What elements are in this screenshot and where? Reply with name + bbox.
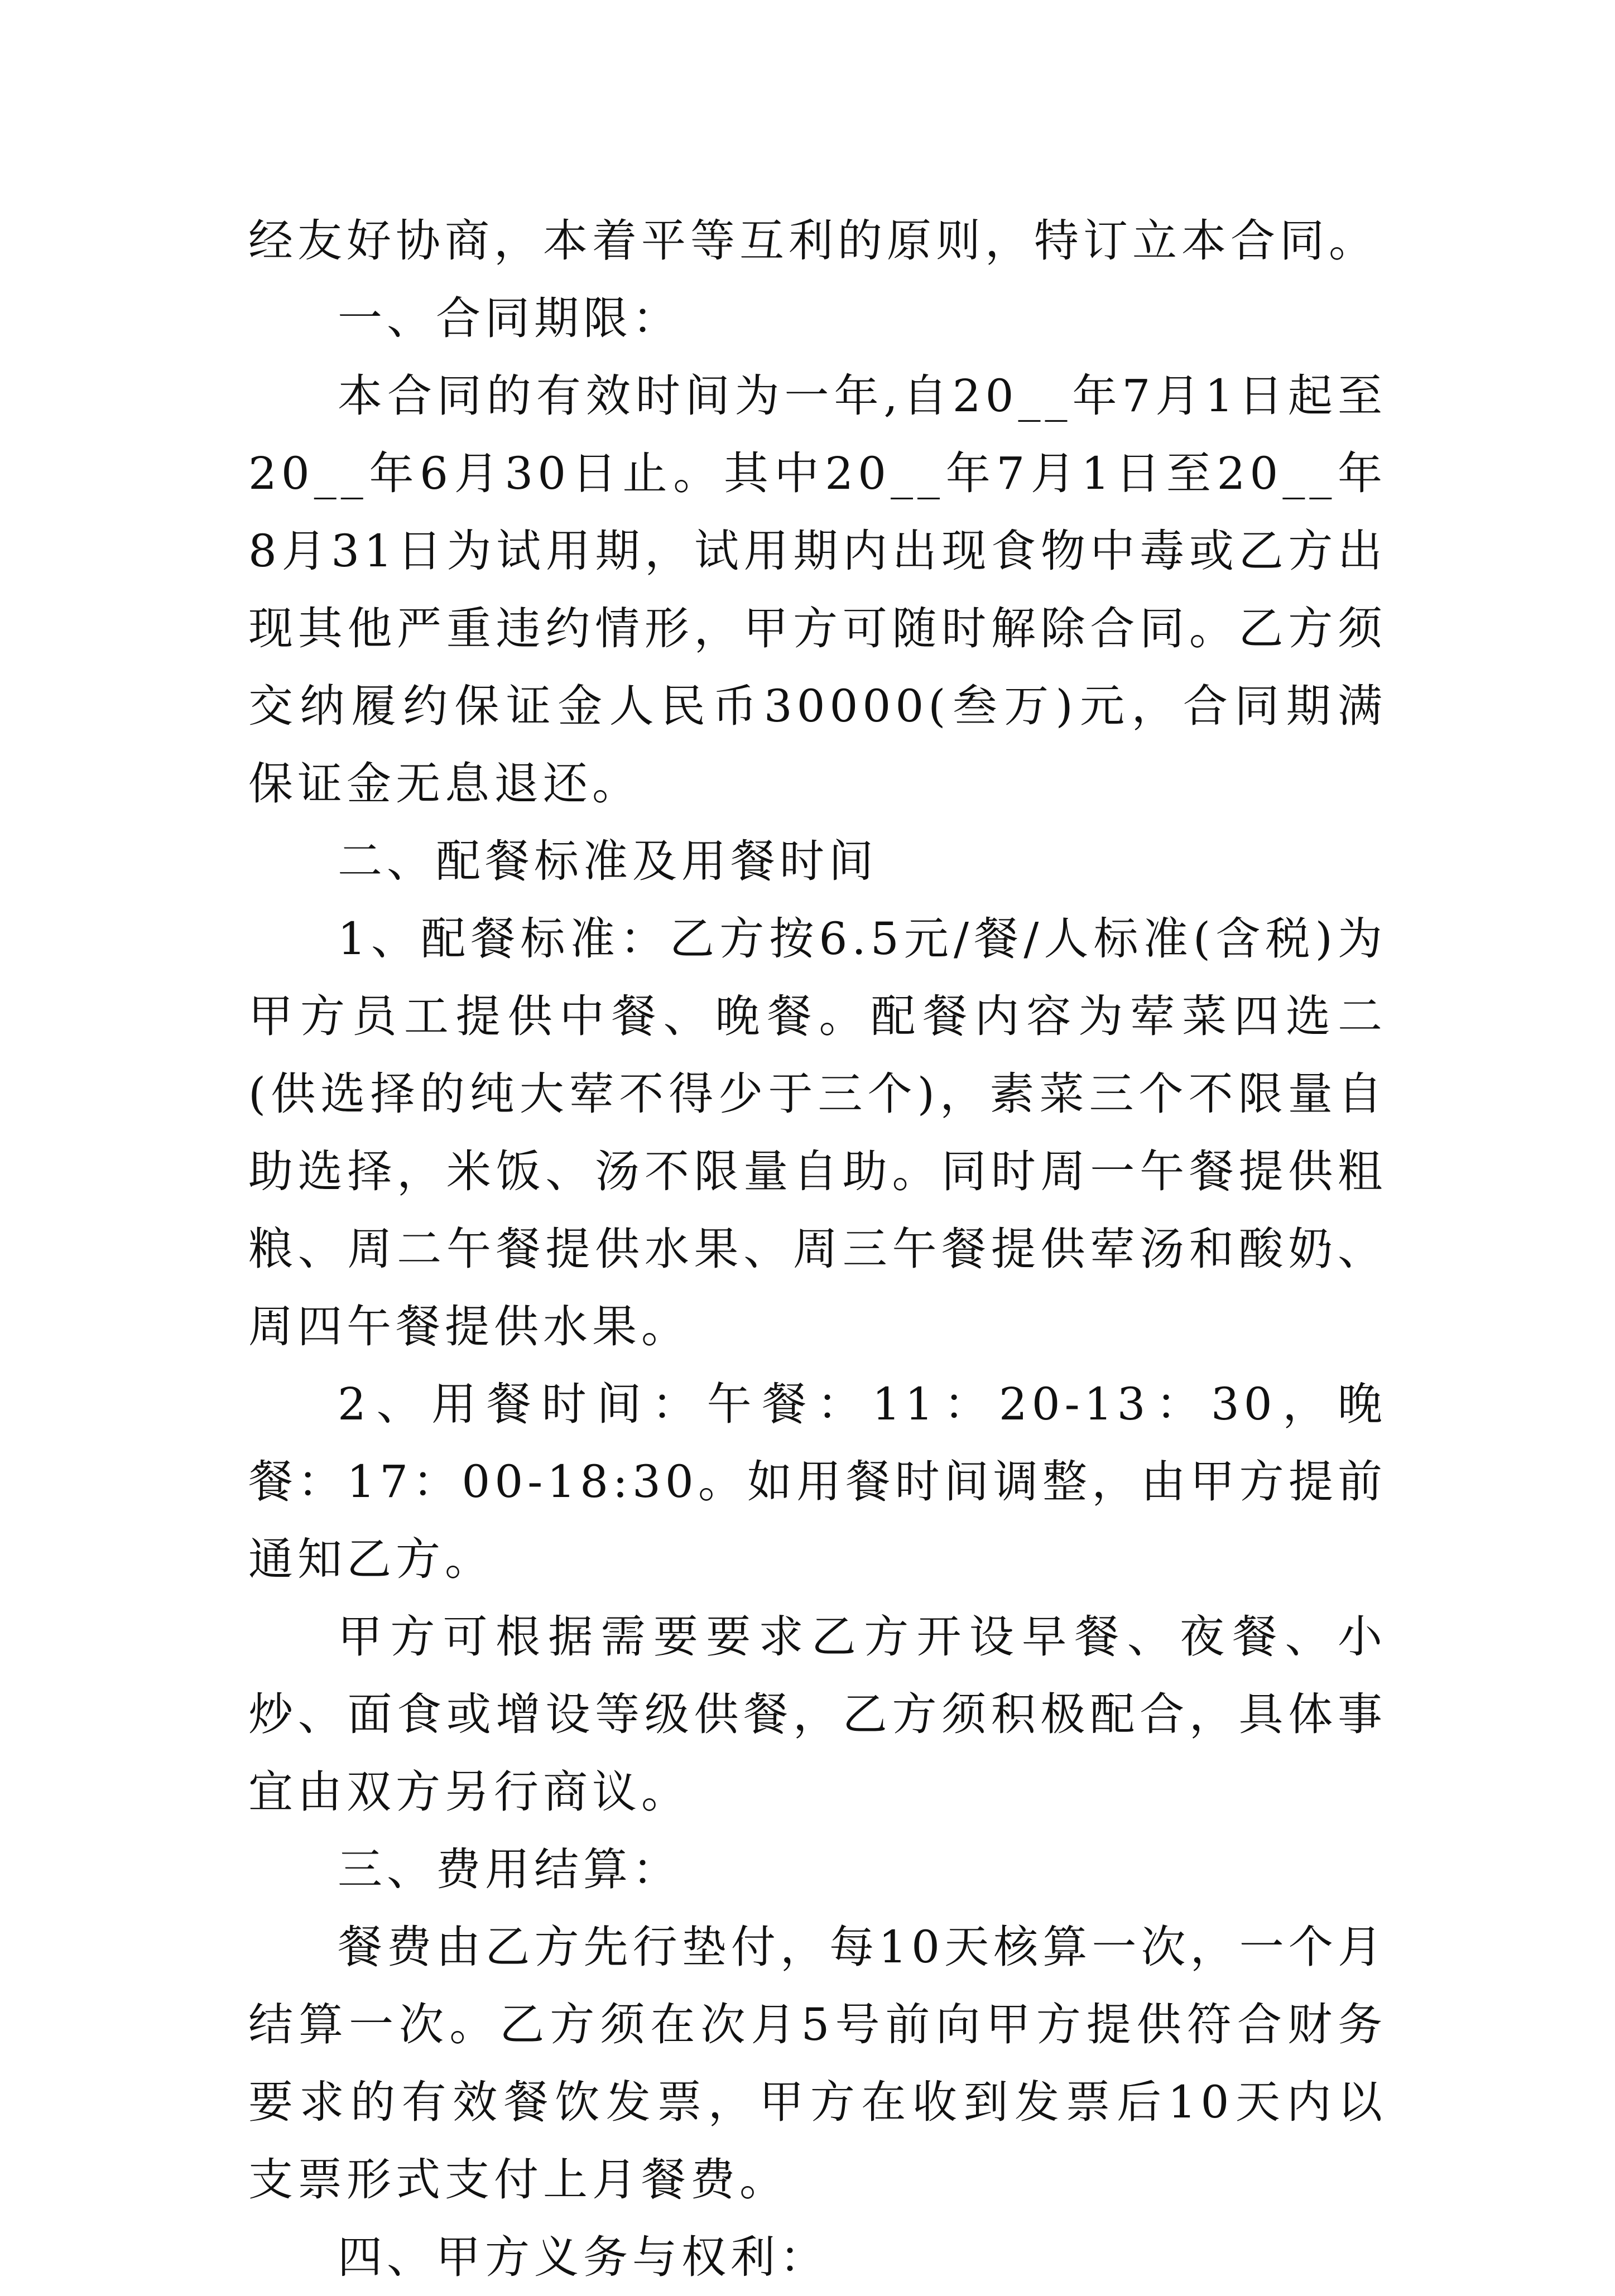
paragraph-contract-term: 本合同的有效时间为一年,自20__年7月1日起至20__年6月30日止。其中20__年7月1日至20__年8月31日为试用期，试用期内出现食物中毒或乙方出现其他严重违约情形，甲方可随时解除合同。乙方须交纳履约保证金人民币30000(叁万)元，合同期满保证金无息退还。 xyxy=(248,370,1387,810)
heading-settlement: 三、费用结算： xyxy=(338,1843,681,1895)
document-body xyxy=(248,202,1387,2296)
paragraph-meal-time: 2、用餐时间：午餐：11：20-13：30，晚餐：17：00-18:30。如用餐时间调整，由甲方提前通知乙方。 xyxy=(248,1378,1387,1585)
paragraph-meal-standard: 1、配餐标准：乙方按6.5元/餐/人标准(含税)为甲方员工提供中餐、晚餐。配餐内容为荤菜四选二(供选择的纯大荤不得少于三个)，素菜三个不限量自助选择，米饭、汤不限量自助。同时周一午餐提供粗粮、周二午餐提供水果、周三午餐提供荤汤和酸奶、周四午餐提供水果。 xyxy=(248,913,1387,1352)
heading-meal-standard: 二、配餐标准及用餐时间 xyxy=(338,835,878,887)
paragraph-extra-meals: 甲方可根据需要要求乙方开设早餐、夜餐、小炒、面食或增设等级供餐，乙方须积极配合，具体事宜由双方另行商议。 xyxy=(248,1611,1387,1818)
paragraph-intro: 经友好协商，本着平等互利的原则，特订立本合同。 xyxy=(248,215,1378,267)
paragraph-settlement: 餐费由乙方先行垫付，每10天核算一次，一个月结算一次。乙方须在次月5号前向甲方提供符合财务要求的有效餐饮发票，甲方在收到发票后10天内以支票形式支付上月餐费。 xyxy=(248,1921,1387,2206)
heading-party-a-duties: 四、甲方义务与权利： xyxy=(338,2231,829,2283)
heading-contract-term: 一、合同期限： xyxy=(338,292,681,344)
